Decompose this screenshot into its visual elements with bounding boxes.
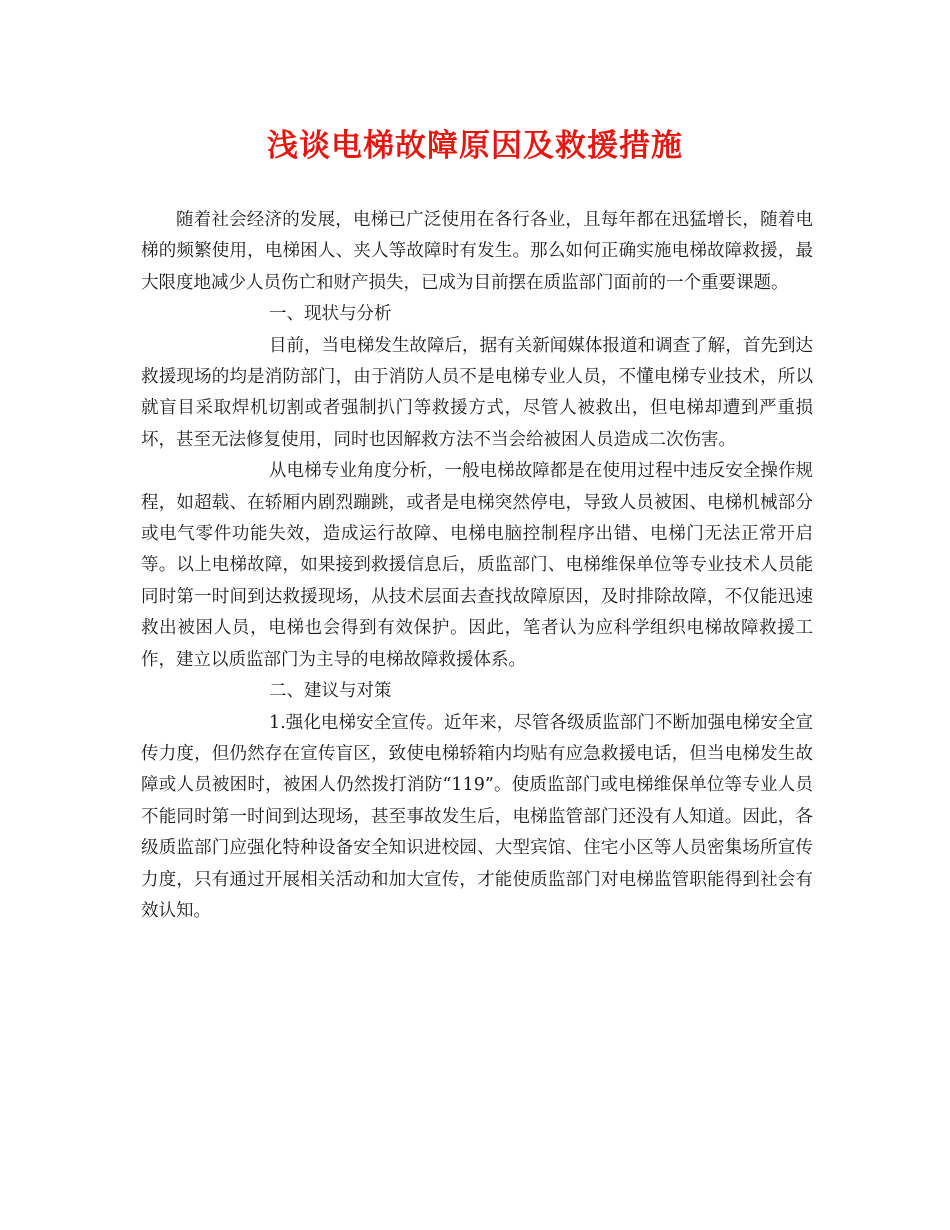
section-heading-status-analysis: 一、现状与分析: [269, 304, 392, 325]
body-paragraph: 从电梯专业角度分析，一般电梯故障都是在使用过程中违反安全操作规程，如超载、在轿厢内剧烈蹦跳，或者是电梯突然停电，导致人员被困、电梯机械部分或电气零件功能失效，造成运行故障、电梯电脑控制程序出错、电梯门无法正常开启等。以上电梯故障，如果接到救援信息后，质监部门、电梯维保单位等专业技术人员能同时第一时间到达救援现场，从技术层面去查找故障原因，及时排除故障，不仅能迅速救出被困人员，电梯也会得到有效保护。因此，笔者认为应科学组织电梯故障救援工作，建立以质监部门为主导的电梯故障救援体系。: [141, 461, 813, 670]
body-paragraph: 目前，当电梯发生故障后，据有关新闻媒体报道和调查了解，首先到达救援现场的均是消防部门，由于消防人员不是电梯专业人员，不懂电梯专业技术，所以就盲目采取焊机切割或者强制扒门等救援方式，尽管人被救出，但电梯却遭到严重损坏，甚至无法修复使用，同时也因解救方法不当会给被困人员造成二次伤害。: [141, 335, 813, 450]
document-title: 浅谈电梯故障原因及救援措施: [267, 128, 683, 164]
body-paragraph: 1.强化电梯安全宣传。近年来，尽管各级质监部门不断加强电梯安全宣传力度，但仍然存在宣传盲区，致使电梯轿箱内均贴有应急救援电话，但当电梯发生故障或人员被困时，被困人仍然拨打消防“119”。使质监部门或电梯维保单位等专业人员不能同时第一时间到达现场，甚至事故发生后，电梯监管部门还没有人知道。因此，各级质监部门应强化特种设备安全知识进校园、大型宾馆、住宅小区等人员密集场所宣传力度，只有通过开展相关活动和加大宣传，才能使质监部门对电梯监管职能得到社会有效认知。: [141, 712, 813, 921]
document-body: [141, 205, 813, 927]
intro-paragraph: 随着社会经济的发展，电梯已广泛使用在各行各业，且每年都在迅猛增长，随着电梯的频繁使用，电梯困人、夹人等故障时有发生。那么如何正确实施电梯故障救援，最大限度地减少人员伤亡和财产损失，已成为目前摆在质监部门面前的一个重要课题。: [141, 210, 813, 293]
section-heading-suggestions: 二、建议与对策: [269, 681, 392, 702]
